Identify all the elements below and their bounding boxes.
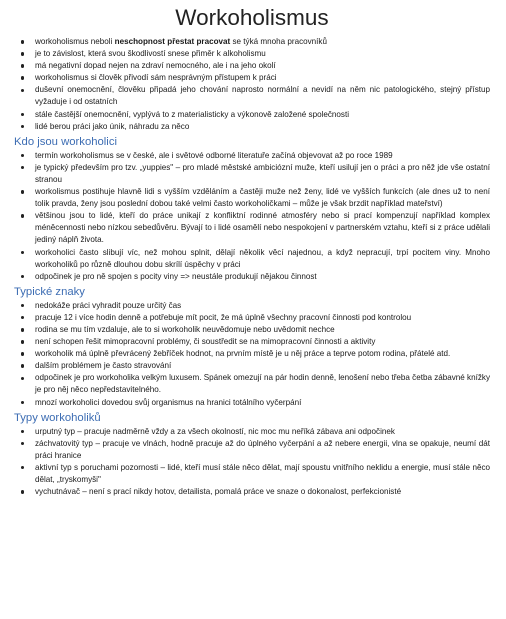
list-item: aktivní typ s poruchami pozornosti – lidé, kteří musí stále něco dělat, mají spoustu vnitřního neklidu a energie, musí stále něco dělat, „tryskomyši" bbox=[14, 462, 490, 486]
list-item: většinou jsou to lidé, kteří do práce unikají z konfliktní rodinné atmosféry nebo si prací kompenzují například komplex méněcennosti nebo nízkou sebedůvěru. Bývají to i lidé osamělí nebo nespokojení v partnerském vztahu, kteří si z práce udělali jediný náplň života. bbox=[14, 210, 490, 246]
list-item: je typický především pro tzv. „yuppies" – pro mladé městské ambiciózní muže, kteří usilují jen o práci a pro něž jde vše ostatní stranou bbox=[14, 162, 490, 186]
list-item: workoholici často slibují víc, než mohou splnit, dělají několik věcí najednou, a když nepracují, trpí pocitem viny. Mnoho workoholiků po různě dlouhou dobu skrílí úspěchy v práci bbox=[14, 247, 490, 271]
document-title: Workoholismus bbox=[175, 5, 329, 30]
list-item: vychutnávač – není s prací nikdy hotov, detailista, pomalá práce ve snaze o dokonalost, perfekcionisté bbox=[14, 486, 490, 498]
list-item: pracuje 12 i více hodin denně a potřebuje mít pocit, že má úplně všechny pracovní činnosti pod kontrolou bbox=[14, 312, 490, 324]
list-item: urputný typ – pracuje nadměrně vždy a za všech okolností, nic moc mu neříká zábava ani odpočinek bbox=[14, 426, 490, 438]
list-item: je to závislost, která svou škodlivostí snese přiměr k alkoholismu bbox=[14, 48, 490, 60]
section-heading-signs: Typické znaky bbox=[14, 285, 85, 298]
list-item: záchvatovitý typ – pracuje ve vlnách, hodně pracuje až do úplného vyčerpání a až nebere energii, vlna se opakuje, neumí dát práci hranice bbox=[14, 438, 490, 462]
section-heading-types: Typy workoholiků bbox=[14, 411, 101, 424]
list-item: dalším problémem je často stravování bbox=[14, 360, 490, 372]
signs-list bbox=[14, 300, 490, 409]
intro-list bbox=[14, 36, 490, 133]
item-text: se týká mnoha pracovníků bbox=[230, 37, 327, 46]
list-item: nedokáže práci vyhradit pouze určitý čas bbox=[14, 300, 490, 312]
list-item: workoholik má úplně převrácený žebříček hodnot, na prvním místě je u něj práce a teprve potom rodina, přátelé atd. bbox=[14, 348, 490, 360]
section-heading-who: Kdo jsou workoholici bbox=[14, 135, 117, 148]
list-item: termín workoholismus se v české, ale i světové odborné literatuře začíná objevovat až po roce 1989 bbox=[14, 150, 490, 162]
list-item: lidé berou práci jako únik, náhradu za něco bbox=[14, 121, 490, 133]
item-bold-text: neschopnost přestat pracovat bbox=[114, 37, 231, 46]
item-text: workoholismus neboli bbox=[35, 37, 115, 46]
list-item: mnozí workoholici dovedou svůj organismus na hranici totálního vyčerpání bbox=[14, 397, 490, 409]
list-item: workoholismus si člověk přivodí sám nesprávným přístupem k práci bbox=[14, 72, 490, 84]
list-item: má negativní dopad nejen na zdraví nemocného, ale i na jeho okolí bbox=[14, 60, 490, 72]
list-item: rodina se mu tím vzdaluje, ale to si workoholik neuvědomuje nebo uvědomit nechce bbox=[14, 324, 490, 336]
list-item: není schopen řešit mimopracovní problémy, či soustředit se na mimopracovní činnosti a aktivity bbox=[14, 336, 490, 348]
list-item bbox=[14, 36, 490, 48]
list-item: odpočinek je pro ně spojen s pocity viny => neustále produkují nějakou činnost bbox=[14, 271, 490, 283]
list-item: duševní onemocnění, člověku připadá jeho chování naprosto normální a nevidí na něm nic patologického, stejný přístup vyžaduje i od ostatních bbox=[14, 84, 490, 108]
list-item: stále častější onemocnění, vyplývá to z materialisticky a výkonově založené společnosti bbox=[14, 109, 490, 121]
types-list bbox=[14, 426, 490, 499]
who-list bbox=[14, 150, 490, 283]
list-item: workolismus postihuje hlavně lidi s vyšším vzděláním a častěji muže než ženy, lidé ve vyšších funkcích (ale dnes už to není tolik pravda, ženy jsou poslední dobou také velmi často workoholičkami – může je však brzdit například mateřství) bbox=[14, 186, 490, 210]
list-item: odpočinek je pro workoholika velkým luxusem. Spánek omezují na pár hodin denně, lenošení nebo třeba četba zábavné knížky je pro něj něco nepředstavitelného. bbox=[14, 372, 490, 396]
